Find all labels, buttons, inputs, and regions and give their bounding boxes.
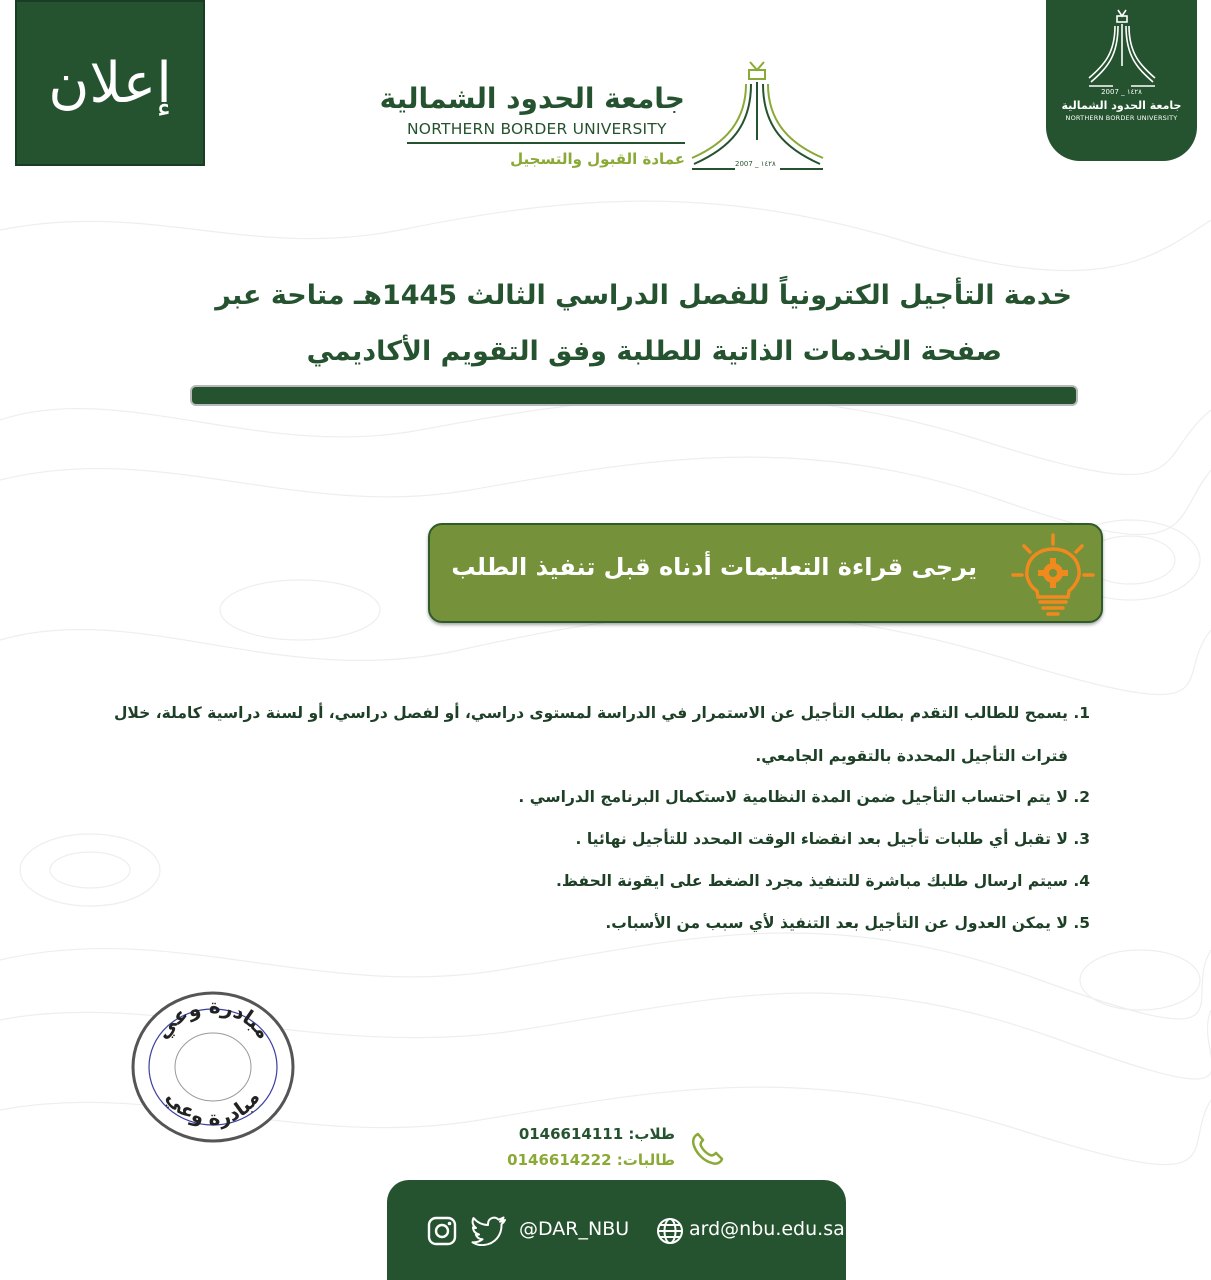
rule-text: لا تقبل أي طلبات تأجيل بعد انقضاء الوقت المحدد للتأجيل نهائيا . [575, 830, 1068, 848]
twitter-icon[interactable] [471, 1216, 507, 1246]
rule-text: سيتم ارسال طلبك مباشرة للتنفيذ مجرد الضغط على ايقونة الحفظ. [555, 872, 1068, 890]
title-divider [192, 387, 1076, 404]
email-link[interactable]: ard@nbu.edu.sa [689, 1218, 845, 1240]
university-emblem-icon [690, 60, 825, 172]
notice-text: يرجى قراءة التعليمات أدناه قبل تنفيذ الطلب [451, 553, 977, 581]
footer-bar [387, 1180, 846, 1280]
badge-year: 2007 _ ١٤٢٨ [1101, 88, 1142, 96]
page-title [150, 268, 1072, 380]
social-handle[interactable]: @DAR_NBU [519, 1218, 630, 1240]
rule-text: لا يمكن العدول عن التأجيل بعد التنفيذ لأي سبب من الأسباب. [605, 914, 1068, 932]
rule-number: 1. [1073, 704, 1090, 722]
lightbulb-gear-icon [1010, 531, 1096, 617]
stamp-text-bottom: مبادرة وعي [161, 1085, 265, 1131]
rule-text: يسمح للطالب التقدم بطلب التأجيل عن الاستمرار في الدراسة لمستوى دراسي، أو لفصل دراسي، أو لسنة دراسية كاملة، خلال [113, 704, 1068, 722]
university-name-en: NORTHERN BORDER UNIVERSITY [407, 120, 667, 138]
announcement-label: إعلان [48, 50, 172, 116]
logo-rule [407, 142, 685, 144]
deanship-name: عمادة القبول والتسجيل [510, 150, 685, 168]
instagram-icon[interactable] [427, 1216, 457, 1246]
stamp-text-top: مبادرة وعي [150, 993, 277, 1044]
awareness-initiative-stamp [130, 990, 296, 1145]
rule-number: 3. [1073, 830, 1090, 848]
university-emblem-icon [1087, 6, 1157, 88]
list-item-continuation: فترات التأجيل المحددة بالتقويم الجامعي. [755, 747, 1068, 765]
announcement-box [15, 0, 205, 166]
rule-number: 5. [1073, 914, 1090, 932]
female-students-phone: طالبات: 0146614222 [507, 1151, 675, 1169]
badge-university-en: NORTHERN BORDER UNIVERSITY [1065, 114, 1178, 122]
headline-line-1: خدمة التأجيل الكترونياً للفصل الدراسي الثالث 1445هـ متاحة عبر [215, 280, 1072, 311]
badge-university-ar: جامعة الحدود الشمالية [1061, 99, 1182, 112]
list-item [114, 704, 1090, 722]
instructions-notice [428, 523, 1103, 623]
rule-number: 4. [1073, 872, 1090, 890]
rule-text: لا يتم احتساب التأجيل ضمن المدة النظامية لاستكمال البرنامج الدراسي . [518, 788, 1068, 806]
rule-number: 2. [1073, 788, 1090, 806]
list-item [605, 914, 1090, 932]
phone-icon [688, 1128, 728, 1168]
university-badge [1046, 0, 1197, 161]
globe-icon[interactable] [655, 1216, 685, 1246]
list-item [556, 872, 1090, 890]
list-item [518, 788, 1090, 806]
list-item [576, 830, 1090, 848]
university-logo [379, 60, 825, 175]
university-name-ar: جامعة الحدود الشمالية [379, 82, 685, 115]
logo-year: 2007 _ ١٤٢٨ [735, 160, 776, 168]
contact-phones [500, 1123, 730, 1173]
headline-line-2: صفحة الخدمات الذاتية للطلبة وفق التقويم الأكاديمي [306, 336, 1002, 367]
students-phone: طلاب: 0146614111 [518, 1125, 675, 1143]
